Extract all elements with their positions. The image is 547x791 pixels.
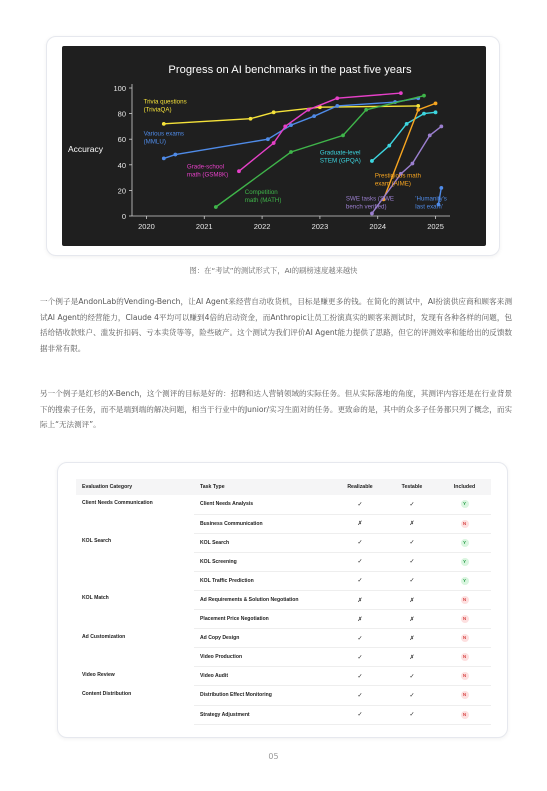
data-point [335, 104, 339, 108]
series-label: Grade-school [186, 163, 225, 171]
row-task-type: Video Audit [194, 667, 334, 686]
row-testable: ✓ [386, 571, 438, 590]
row-realizable: ✗ [334, 610, 386, 629]
data-point [306, 108, 310, 112]
header-testable: Testable [386, 479, 438, 495]
table-row [76, 552, 491, 571]
series-label: bench verified) [345, 203, 387, 211]
row-category [76, 514, 194, 533]
benchmark-chart [62, 46, 486, 246]
row-category [76, 610, 194, 629]
table-row [76, 705, 491, 724]
table-row [76, 610, 491, 629]
included-badge: N [461, 615, 469, 623]
table-row [76, 667, 491, 686]
header-task-type: Task Type [194, 479, 334, 495]
included-badge: N [461, 520, 469, 528]
data-point [162, 122, 166, 126]
row-testable: ✓ [386, 686, 438, 705]
series-line [164, 106, 418, 124]
data-point [439, 125, 443, 129]
data-point [335, 96, 339, 100]
included-badge: N [461, 691, 469, 699]
table-row [76, 533, 491, 552]
row-testable: ✗ [386, 629, 438, 648]
included-badge: N [461, 672, 469, 680]
row-category: Ad Customization [82, 633, 126, 640]
row-realizable: ✓ [334, 552, 386, 571]
row-category [76, 705, 194, 724]
row-included [438, 686, 491, 705]
page-number: 05 [268, 752, 279, 761]
data-point [370, 159, 374, 163]
row-realizable: ✓ [334, 705, 386, 724]
series-label: (TriviaQA) [143, 106, 172, 114]
chart-title: Progress on AI benchmarks in the past five years [168, 64, 412, 76]
data-point [162, 157, 166, 161]
row-included [438, 533, 491, 552]
data-point [312, 114, 316, 118]
x-tick-label: 2020 [138, 222, 155, 231]
row-included [438, 648, 491, 667]
series-label: last exam' [415, 203, 443, 211]
data-point [283, 125, 287, 129]
row-task-type: Video Production [194, 648, 334, 667]
row-included [438, 495, 491, 514]
chart-svg [62, 46, 486, 246]
row-task-type: KOL Screening [194, 552, 334, 571]
evaluation-table-card [57, 462, 508, 738]
data-point [411, 162, 415, 166]
row-category [76, 648, 194, 667]
series-line [372, 112, 436, 161]
x-tick-label: 2023 [311, 222, 329, 231]
series-label: Trivia questions [143, 98, 187, 106]
included-badge: N [461, 711, 469, 719]
row-testable: ✗ [386, 648, 438, 667]
row-category [76, 571, 194, 590]
included-badge: Y [461, 558, 469, 566]
series-label: Graduate-level [319, 149, 361, 157]
y-tick-label: 0 [121, 212, 126, 221]
table-row [76, 514, 491, 533]
row-testable: ✓ [386, 495, 438, 514]
series-label: exam (AIME) [374, 180, 411, 188]
evaluation-table [76, 479, 491, 725]
row-task-type: Strategy Adjustment [194, 705, 334, 724]
y-axis-label: Accuracy [68, 144, 103, 154]
row-testable: ✓ [386, 667, 438, 686]
row-realizable: ✓ [334, 533, 386, 552]
series-label: Competition [244, 189, 278, 197]
data-point [370, 212, 374, 216]
data-point [237, 169, 241, 173]
row-testable: ✓ [386, 552, 438, 571]
included-badge: N [461, 634, 469, 642]
row-included [438, 514, 491, 533]
row-testable: ✗ [386, 514, 438, 533]
row-task-type: Ad Copy Design [194, 629, 334, 648]
data-point [364, 108, 368, 112]
x-tick-label: 2021 [195, 222, 213, 231]
y-tick-label: 80 [117, 109, 126, 119]
row-category: KOL Search [82, 538, 112, 545]
row-included [438, 610, 491, 629]
series-label: SWE tasks (SWE [345, 195, 395, 203]
x-tick-label: 2024 [369, 222, 387, 231]
row-testable: ✗ [386, 590, 438, 609]
data-point [173, 153, 177, 157]
data-point [341, 133, 345, 137]
y-tick-label: 40 [117, 160, 126, 170]
row-realizable: ✓ [334, 495, 386, 514]
row-testable: ✓ [386, 533, 438, 552]
data-point [272, 141, 276, 145]
x-tick-label: 2025 [427, 222, 444, 231]
data-point [434, 110, 438, 114]
row-included [438, 571, 491, 590]
row-testable: ✓ [386, 705, 438, 724]
row-included [438, 705, 491, 724]
row-realizable: ✗ [334, 590, 386, 609]
row-realizable: ✓ [334, 629, 386, 648]
row-realizable: ✓ [334, 686, 386, 705]
table-row [76, 686, 491, 705]
included-badge: Y [461, 500, 469, 508]
data-point [249, 117, 253, 121]
series-label: Prestigious math [374, 172, 421, 180]
included-badge: Y [461, 577, 469, 585]
paragraph-vending-bench: 一个例子是AndonLab的Vending-Bench，让AI Agent来经营自动收货机，目标是赚更多的钱。在简化的测试中，AI扮演供应商和顾客来测试AI Agent的经营能力，Claude 4平均可以赚到4倍的启动资金，而Anthropic让员工扮演真实的顾客来测试时，发现有各种各样的问题，包括给错收款账户、滥发折扣码、亏本卖货等等，险些破产。这个测试为我们评价AI Agent能力提供了思路，但它的评测效率和能给出的反馈数据非常有限。 [40, 297, 512, 353]
header-included: Included [438, 479, 491, 495]
row-realizable: ✓ [334, 571, 386, 590]
row-realizable: ✗ [334, 514, 386, 533]
row-realizable: ✓ [334, 667, 386, 686]
row-task-type: KOL Traffic Prediction [194, 571, 334, 590]
row-category: Video Review [82, 671, 115, 678]
data-point [422, 112, 426, 116]
y-tick-label: 100 [113, 84, 126, 93]
data-point [214, 205, 218, 209]
table-row [76, 571, 491, 590]
included-badge: Y [461, 539, 469, 547]
data-point [422, 94, 426, 98]
row-task-type: Distribution Effect Monitoring [194, 686, 334, 705]
included-badge: N [461, 596, 469, 604]
y-tick-label: 60 [117, 135, 126, 145]
row-included [438, 667, 491, 686]
table-row [76, 590, 491, 609]
row-task-type: Placement Price Negotiation [194, 610, 334, 629]
series-label: math (MATH) [244, 197, 282, 205]
row-realizable: ✓ [334, 648, 386, 667]
data-point [416, 108, 420, 112]
series-label: (MMLU) [143, 138, 166, 146]
table-row [76, 495, 491, 514]
table-row [76, 648, 491, 667]
paragraph-x-bench: 另一个例子是红杉的X-Bench，这个测评的目标是好的：招聘和达人营销领域的实际任务。但从实际落地的角度，其测评内容还是在行业背景下的搜索子任务，而不是端到端的解决问题，相当于行业中的Junior/实习生面对的任务。更致命的是，其中的众多子任务都只列了概念，而实际上“无法测评”。 [40, 389, 512, 430]
data-point [434, 101, 438, 105]
x-tick-label: 2022 [253, 222, 271, 231]
row-category [76, 552, 194, 571]
series-label: Various exams [143, 130, 185, 138]
row-included [438, 590, 491, 609]
figure-caption: 图：在“考试”的测试形式下，AI的刷榜速度越来越快 [189, 266, 358, 275]
row-category: KOL Match [82, 595, 109, 602]
header-realizable: Realizable [334, 479, 386, 495]
row-included [438, 552, 491, 571]
data-point [439, 186, 443, 190]
series-label: STEM (GPQA) [319, 157, 361, 165]
table-row [76, 629, 491, 648]
data-point [428, 133, 432, 137]
data-point [416, 104, 420, 108]
header-evaluation-category: Evaluation Category [76, 479, 194, 495]
row-testable: ✗ [386, 610, 438, 629]
series-line [164, 98, 418, 158]
data-point [387, 144, 391, 148]
data-point [405, 122, 409, 126]
data-point [289, 150, 293, 154]
included-badge: N [461, 653, 469, 661]
row-category: Content Distribution [82, 690, 132, 697]
row-task-type: Ad Requirements & Solution Negotiation [194, 590, 334, 609]
table-header-row [76, 479, 491, 495]
data-point [266, 137, 270, 141]
data-point [399, 91, 403, 95]
row-task-type: KOL Search [194, 533, 334, 552]
row-included [438, 629, 491, 648]
row-task-type: Client Needs Analysis [194, 495, 334, 514]
table-body [76, 495, 491, 724]
row-category: Client Needs Communication [82, 500, 153, 506]
data-point [272, 110, 276, 114]
series-label: math (GSM8K) [186, 171, 229, 179]
row-task-type: Business Communication [194, 514, 334, 533]
series-label: 'Humanity's [415, 195, 447, 203]
y-tick-label: 20 [117, 186, 126, 196]
